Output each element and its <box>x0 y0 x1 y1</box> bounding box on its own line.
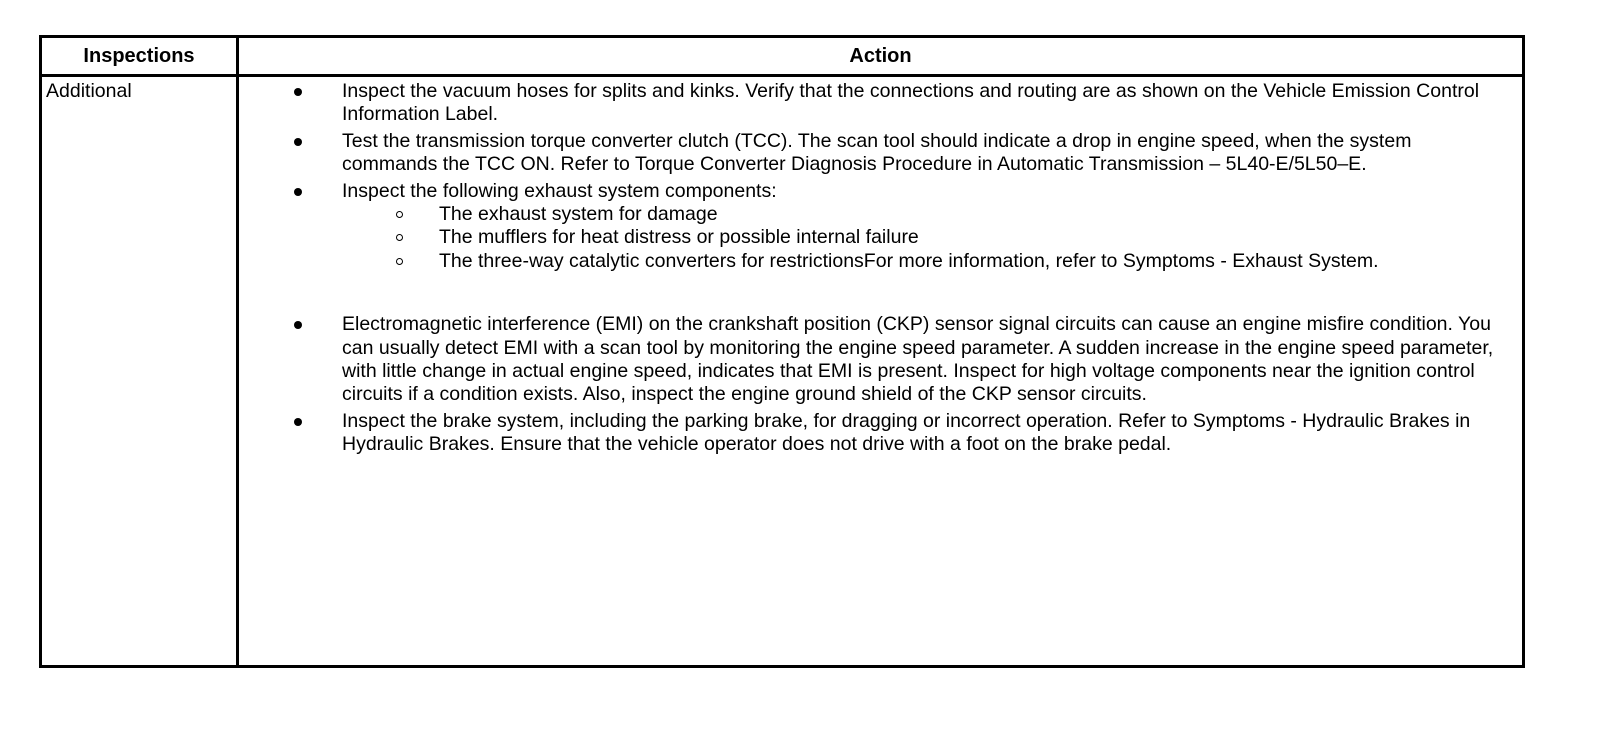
header-row <box>41 37 1524 76</box>
action-list <box>239 80 1504 457</box>
sub-list-item-text: The mufflers for heat distress or possible internal failure <box>439 226 919 249</box>
inspections-header: Inspections <box>41 37 238 76</box>
bullet-icon <box>294 418 302 426</box>
inspection-table <box>39 35 1525 668</box>
action-header: Action <box>238 37 1524 76</box>
sub-list-item <box>342 250 1504 273</box>
list-item-text: Test the transmission torque converter clutch (TCC). The scan tool should indicate a drop in engine speed, when the system commands the TCC ON. Refer to Torque Converter Diagnosis Procedure in Automatic Transmission – 5L40-E/5L50–E. <box>342 129 1412 176</box>
hollow-bullet-icon <box>396 258 403 265</box>
list-item-text: Inspect the vacuum hoses for splits and kinks. Verify that the connections and routing are as shown on the Vehicle Emission Control Information Label. <box>342 80 1480 126</box>
table-row <box>41 76 1524 667</box>
sub-list-item <box>342 203 1504 226</box>
sub-list-item <box>342 226 1504 249</box>
sub-list-item-text: The exhaust system for damage <box>439 203 718 226</box>
list-item-text: Inspect the following exhaust system components: <box>342 179 777 202</box>
list-item <box>239 410 1504 457</box>
list-item <box>239 313 1504 407</box>
bullet-icon <box>294 321 302 329</box>
bullet-icon <box>294 188 302 196</box>
exhaust-sub-list <box>342 203 1504 273</box>
inspection-cell: Additional <box>41 76 238 667</box>
action-cell <box>238 76 1524 667</box>
hollow-bullet-icon <box>396 234 403 241</box>
hollow-bullet-icon <box>396 211 403 218</box>
sub-list-item-text: The three-way catalytic converters for restrictionsFor more information, refer to Symptoms - Exhaust System. <box>439 249 1379 272</box>
list-item-text: Electromagnetic interference (EMI) on the crankshaft position (CKP) sensor signal circuits can cause an engine misfire condition. You can usually detect EMI with a scan tool by monitoring the engine speed parameter. A sudden increase in the engine speed parameter, with little change in actual engine speed, indicates that EMI is present. Inspect for high voltage components near the ignition control circuits if a condition exists. Also, inspect the engine ground shield of the CKP sensor circuits. <box>342 313 1494 406</box>
list-item <box>239 130 1504 177</box>
list-item-text: Inspect the brake system, including the parking brake, for dragging or incorrect operation. Refer to Symptoms - Hydraulic Brakes in Hydraulic Brakes. Ensure that the vehicle operator does not drive with a foot on the brake pedal. <box>342 409 1471 456</box>
list-item <box>239 80 1504 127</box>
bullet-icon <box>294 88 302 96</box>
bullet-icon <box>294 138 302 146</box>
list-item <box>239 180 1504 274</box>
